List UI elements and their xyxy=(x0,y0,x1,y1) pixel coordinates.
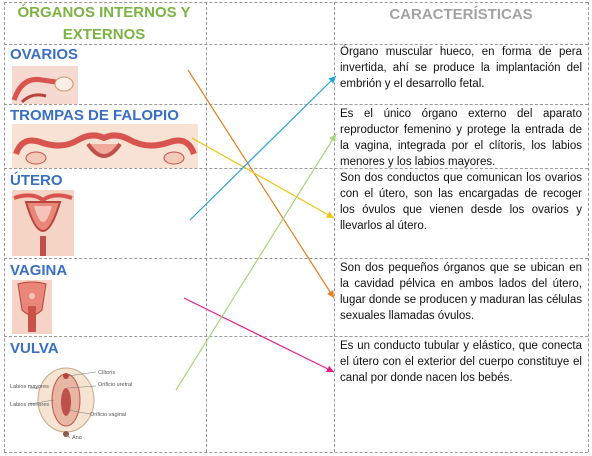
description-2: Es el único órgano externo del aparato reproductor femenino y protege la entrada de la vagina, integrada por el clítoris, los labios menores y los labios mayores. xyxy=(340,108,582,168)
arrow-ovarios xyxy=(188,70,334,298)
description-1: Órgano muscular hueco, en forma de pera invertida, ahí se produce la implantación del embrión y el desarrollo fetal. xyxy=(340,46,582,90)
description-4: Son dos pequeños órganos que se ubican en la cavidad pélvica en ambos lados del útero, lugar donde se producen y maduran las células sexuales llamadas óvulos. xyxy=(340,262,582,322)
organ-name-vagina: VAGINA xyxy=(10,262,68,279)
arrow-vulva xyxy=(176,134,336,390)
organ-name-vulva: VULVA xyxy=(10,340,59,357)
organ-name-ovarios: OVARIOS xyxy=(10,46,79,63)
header-organs: ÓRGANOS INTERNOS Y EXTERNOS xyxy=(17,4,191,43)
arrow-vagina xyxy=(184,298,334,372)
label-labios-menores: Labios menores xyxy=(10,402,50,408)
arrow-utero xyxy=(190,76,336,220)
arrow-trompas xyxy=(192,138,334,218)
description-5: Es un conducto tubular y elástico, que conecta el útero con el exterior del cuerpo constituye el canal por donde nacen los bebés. xyxy=(340,340,582,384)
header-characteristics: CARACTERÍSTICAS xyxy=(389,6,533,23)
organ-name-utero: ÚTERO xyxy=(10,172,63,189)
label-orificio-uretral: Orificio uretral xyxy=(98,382,133,388)
organ-name-trompas: TROMPAS DE FALOPIO xyxy=(10,107,179,124)
label-orificio-vaginal: Orificio vaginal xyxy=(90,412,127,418)
label-labios-mayores: Labios mayores xyxy=(10,384,49,390)
label-ano: Ano xyxy=(72,435,82,441)
description-3: Son dos conductos que comunican los ovarios con el útero, son las encargadas de recoger los óvulos que vienen desde los ovarios y llevarlos al útero. xyxy=(340,172,582,232)
label-clitoris: Clítoris xyxy=(98,370,116,376)
